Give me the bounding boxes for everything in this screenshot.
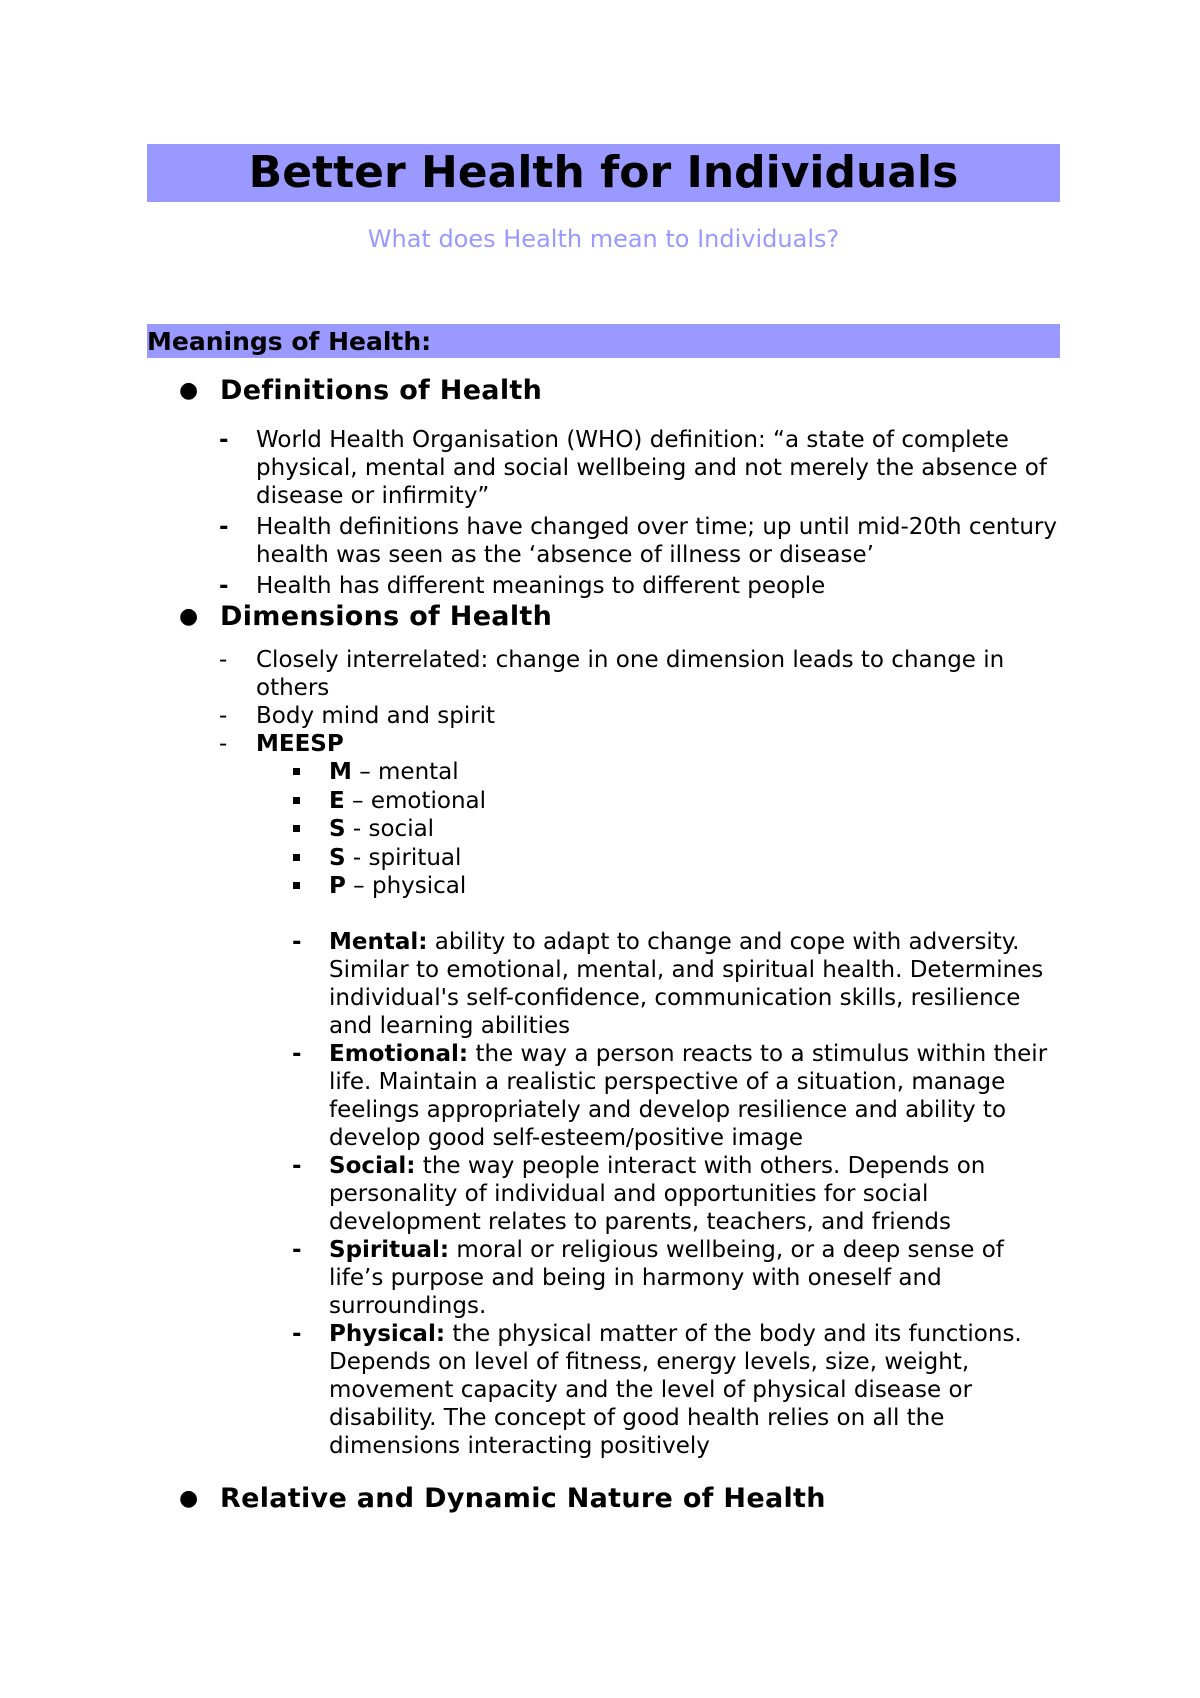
topic-label: Relative and Dynamic Nature of Health xyxy=(220,1482,826,1514)
square-bullet-icon xyxy=(293,882,300,889)
definitions-list xyxy=(147,426,1060,600)
square-bullet-icon xyxy=(293,825,300,832)
dash-marker: - xyxy=(219,514,229,540)
bullet-icon: ● xyxy=(179,1485,199,1511)
list-item: - MEESP xyxy=(219,731,344,757)
document-subtitle: What does Health mean to Individuals? xyxy=(367,225,840,253)
list-item: - World Health Organisation (WHO) definition: “a state of complete physical, mental and social wellbeing and not merely the absence of disease or infirmity” xyxy=(219,427,1047,509)
list-item: - Body mind and spirit xyxy=(219,703,496,729)
detail-item: - Emotional: the way a person reacts to a stimulus within their life. Maintain a realistic perspective of a situation, manage feelings appropriately and develop resilience and ability to develop good self-esteem/positive image xyxy=(292,1040,1048,1151)
detail-item: - Physical: the physical matter of the body and its functions. Depends on level of fitness, energy levels, size, weight, movement capacity and the level of physical disease or disability. The concept of good health relies on all the dimensions interacting positively xyxy=(292,1320,1022,1459)
document-page xyxy=(147,144,1060,1516)
dimensions-list xyxy=(147,646,1060,1460)
section-heading: Meanings of Health: xyxy=(147,324,1060,358)
square-bullet-icon xyxy=(293,797,300,804)
bullet-icon: ● xyxy=(179,378,199,403)
dash-marker: - xyxy=(219,731,228,757)
dash-marker: - xyxy=(292,928,302,955)
meesp-list xyxy=(147,758,1060,901)
dimension-details xyxy=(147,928,1060,1460)
dash-marker: - xyxy=(219,427,229,453)
dash-marker: - xyxy=(292,1236,302,1263)
meesp-item: S - spiritual xyxy=(147,844,1060,873)
detail-item: - Spiritual: moral or religious wellbeing, or a deep sense of life’s purpose and being in harmony with oneself and surroundings. xyxy=(292,1236,1004,1319)
topic-relative xyxy=(147,1482,1060,1516)
dash-marker: - xyxy=(219,703,228,729)
topic-dimensions xyxy=(147,600,1060,634)
meesp-item: S - social xyxy=(147,815,1060,844)
meesp-item: P – physical xyxy=(147,872,1060,901)
dash-marker: - xyxy=(292,1040,302,1067)
topic-label: Dimensions of Health xyxy=(220,601,553,632)
dash-marker: - xyxy=(292,1152,302,1179)
detail-item: - Social: the way people interact with others. Depends on personality of individual and opportunities for social development relates to parents, teachers, and friends xyxy=(292,1152,986,1235)
meesp-item: E – emotional xyxy=(147,787,1060,816)
list-item: - Closely interrelated: change in one dimension leads to change in others xyxy=(219,647,1005,701)
list-item: - Health has different meanings to different people xyxy=(219,573,826,599)
topic-definitions xyxy=(147,374,1060,408)
square-bullet-icon xyxy=(293,768,300,775)
document-title: Better Health for Individuals xyxy=(147,144,1060,202)
topic-label: Definitions of Health xyxy=(220,375,543,406)
bullet-icon: ● xyxy=(179,604,199,629)
dash-marker: - xyxy=(219,647,228,673)
meesp-item: M – mental xyxy=(147,758,1060,787)
list-item: - Health definitions have changed over time; up until mid-20th century health was seen as the ‘absence of illness or disease’ xyxy=(219,514,1057,568)
dash-marker: - xyxy=(219,573,229,599)
dash-marker: - xyxy=(292,1320,302,1347)
square-bullet-icon xyxy=(293,854,300,861)
detail-item: - Mental: ability to adapt to change and cope with adversity. Similar to emotional, mental, and spiritual health. Determines individual's self-confidence, communication skills, resilience and learning abilities xyxy=(292,928,1044,1039)
